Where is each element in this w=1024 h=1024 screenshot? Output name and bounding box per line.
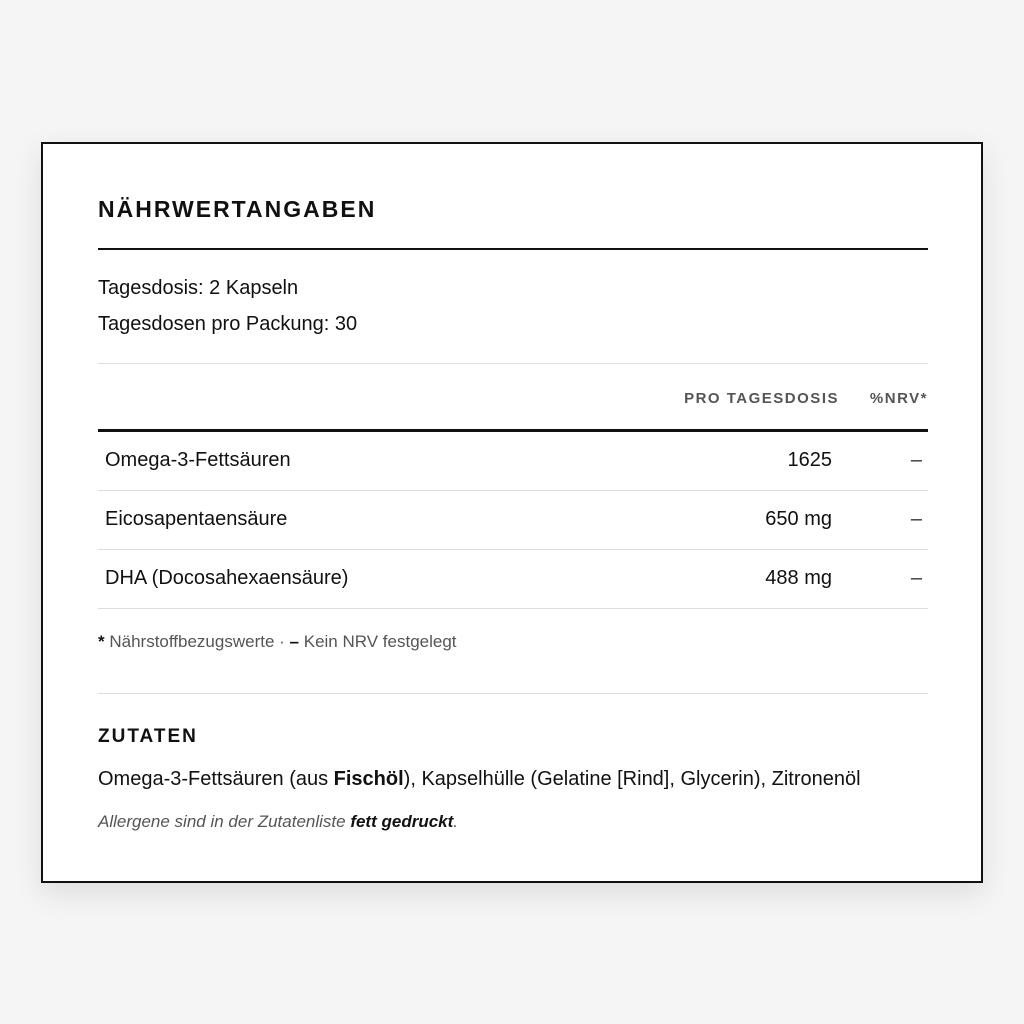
ingredients-allergen: Fischöl [333, 768, 404, 790]
ingredients-list [98, 768, 861, 791]
ingredients-text-after: ), Kapselhülle (Gelatine [Rind], Glycerin), Zitronenöl [403, 768, 861, 790]
column-header-nrv: %NRV* [869, 390, 928, 407]
nutrient-amount: 488 mg [765, 567, 832, 589]
nutrient-amount: 1625 [787, 449, 832, 471]
footnote-star-text: Nährstoffbezugswerte · [109, 632, 285, 651]
doses-per-pack: Tagesdosen pro Packung: 30 [98, 313, 358, 335]
daily-dose: Tagesdosis: 2 Kapseln [98, 277, 299, 299]
serving-divider [98, 363, 928, 364]
nutrition-title: NÄHRWERTANGABEN [98, 196, 377, 222]
nutrient-nrv: – [910, 567, 922, 589]
table-footnote [98, 632, 457, 652]
nutrient-name: DHA (Docosahexaensäure) [105, 567, 349, 589]
column-header-amount: PRO TAGESDOSIS [684, 390, 839, 407]
ingredients-divider [98, 693, 928, 694]
footnote-dash-text: Kein NRV festgelegt [303, 632, 457, 651]
table-row [98, 550, 928, 609]
nutrition-card [41, 142, 983, 883]
allergen-note-after: . [453, 812, 459, 831]
nutrient-name: Omega-3-Fettsäuren [105, 449, 291, 471]
allergen-note-before: Allergene sind in der Zutatenliste [98, 812, 351, 831]
ingredients-text-before: Omega-3-Fettsäuren (aus [98, 768, 334, 790]
table-row [98, 432, 928, 491]
nutrient-amount: 650 mg [765, 508, 832, 530]
allergen-note-bold: fett gedruckt [350, 812, 454, 831]
allergen-note [98, 812, 458, 832]
title-divider [98, 248, 928, 250]
nutrient-name: Eicosapentaensäure [105, 508, 288, 530]
footnote-dash: – [289, 632, 299, 651]
ingredients-title: ZUTATEN [98, 726, 198, 747]
nutrient-nrv: – [910, 449, 922, 471]
table-row [98, 491, 928, 550]
nutrient-nrv: – [910, 508, 922, 530]
footnote-star: * [98, 632, 105, 651]
